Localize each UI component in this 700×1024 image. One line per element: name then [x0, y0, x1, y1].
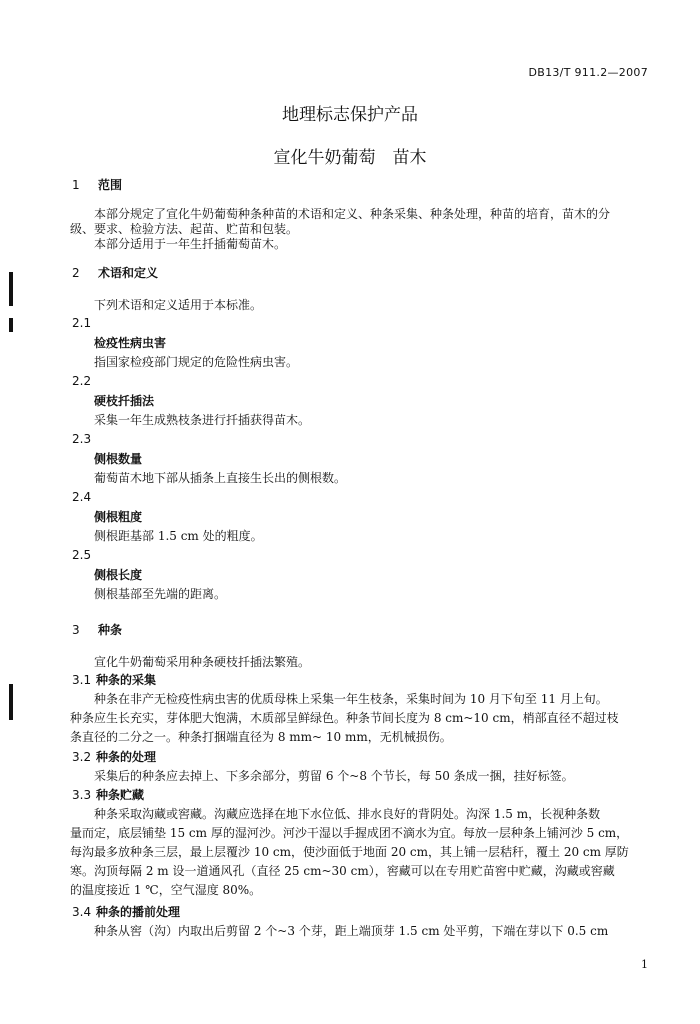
subsection-heading-3-4: [72, 903, 180, 920]
term-number: 2.1: [72, 316, 92, 330]
document-title-line2: 宣化牛奶葡萄 苗木: [273, 148, 427, 168]
term-name: 侧根粗度: [94, 510, 143, 524]
term-name: 硬枝扦插法: [94, 394, 155, 408]
document-title-line1: 地理标志保护产品: [282, 105, 418, 125]
paragraph-line: 寒。沟顶每隔 2 m 设一道通风孔（直径 25 cm~30 cm），窖藏可以在专用贮苗窖中贮藏，沟藏或窖藏: [70, 864, 615, 878]
paragraph-line: 条直径的二分之一。种条打捆端直径为 8 mm~ 10 mm，无机械损伤。: [70, 730, 452, 744]
document-code: DB13/T 911.2—2007: [528, 66, 648, 79]
paragraph-line: 量而定，底层铺垫 15 cm 厚的湿河沙。河沙干湿以手握成团不滴水为宜。每放一层种条上铺河沙 5 cm，: [70, 826, 629, 840]
subsection-label: 种条的处理: [96, 750, 157, 764]
subsection-label: 种条的采集: [96, 673, 157, 687]
subsection-label: 种条的播前处理: [96, 905, 181, 919]
term-name: 侧根数量: [94, 452, 143, 466]
section-number: 2: [72, 266, 80, 280]
section-number: 3: [72, 623, 80, 637]
paragraph-line: 本部分规定了宣化牛奶葡萄种条种苗的术语和定义、种条采集、种条处理，种苗的培育，苗木的分: [94, 207, 611, 221]
paragraph-line: 本部分适用于一年生扦插葡萄苗木。: [94, 237, 287, 251]
term-number: 2.3: [72, 432, 92, 446]
paragraph-line: 级、要求、检验方法、起苗、贮苗和包装。: [70, 222, 299, 236]
section-label: 种条: [98, 623, 123, 637]
paragraph-line: 采集后的种条应去掉上、下多余部分，剪留 6 个~8 个节长，每 50 条成一捆，挂好标签。: [94, 769, 574, 783]
section-heading-1: [72, 176, 122, 193]
page-number: 1: [641, 958, 648, 971]
paragraph-line: 种条在非产无检疫性病虫害的优质母株上采集一年生枝条，采集时间为 10 月下旬至 11 月上旬。: [94, 692, 608, 706]
binding-mark: [9, 684, 13, 720]
subsection-number: 3.4: [72, 905, 92, 919]
paragraph-line: 种条应生长充实，芽体肥大饱满，木质部呈鲜绿色。种条节间长度为 8 cm~10 cm，梢部直径不超过枝: [70, 711, 619, 725]
term-definition: 采集一年生成熟枝条进行扦插获得苗木。: [94, 413, 311, 427]
section-label: 范围: [98, 178, 123, 192]
term-definition: 侧根基部至先端的距离。: [94, 587, 227, 601]
term-number: 2.4: [72, 490, 92, 504]
term-definition: 侧根距基部 1.5 cm 处的粗度。: [94, 529, 263, 543]
binding-mark: [9, 272, 13, 306]
section-label: 术语和定义: [98, 266, 159, 280]
subsection-number: 3.3: [72, 788, 92, 802]
paragraph-line: 种条从窖（沟）内取出后剪留 2 个~3 个芽，距上端顶芽 1.5 cm 处平剪，下端在芽以下 0.5 cm: [94, 924, 609, 938]
term-number: 2.2: [72, 374, 92, 388]
paragraph-line: 宣化牛奶葡萄采用种条硬枝扦插法繁殖。: [94, 655, 311, 669]
subsection-heading-3-1: [72, 671, 156, 688]
subsection-number: 3.1: [72, 673, 92, 687]
term-number: 2.5: [72, 548, 92, 562]
paragraph-line: 的温度接近 1 ℃，空气湿度 80%。: [70, 883, 262, 897]
section-heading-2: [72, 264, 158, 281]
term-definition: 葡萄苗木地下部从插条上直接生长出的侧根数。: [94, 471, 347, 485]
paragraph-line: 下列术语和定义适用于本标准。: [94, 298, 263, 312]
subsection-label: 种条贮藏: [96, 788, 145, 802]
subsection-heading-3-3: [72, 786, 144, 803]
paragraph-line: 种条采取沟藏或窖藏。沟藏应选择在地下水位低、排水良好的背阴处。沟深 1.5 m，长视种条数: [94, 807, 601, 821]
section-number: 1: [72, 178, 80, 192]
term-definition: 指国家检疫部门规定的危险性病虫害。: [94, 355, 299, 369]
paragraph-line: 每沟最多放种条三层，最上层覆沙 10 cm，使沙面低于地面 20 cm，其上铺一层秸秆，覆土 20 cm 厚防: [70, 845, 629, 859]
term-name: 检疫性病虫害: [94, 336, 167, 350]
binding-mark: [9, 318, 13, 332]
section-heading-3: [72, 621, 122, 638]
subsection-number: 3.2: [72, 750, 92, 764]
subsection-heading-3-2: [72, 748, 156, 765]
term-name: 侧根长度: [94, 568, 143, 582]
